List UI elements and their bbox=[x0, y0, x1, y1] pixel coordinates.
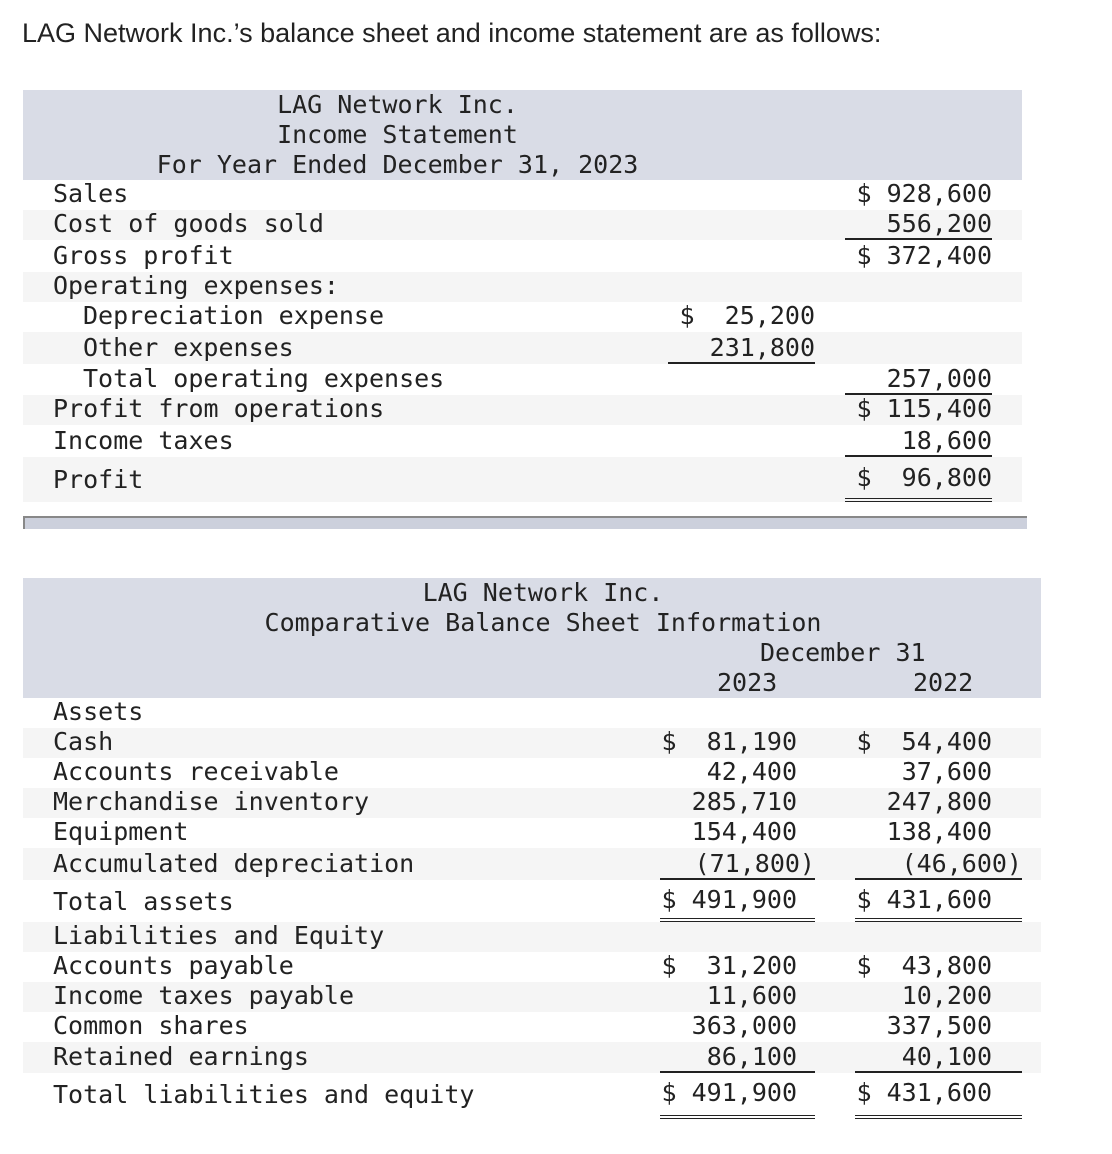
amount-2022: $ 431,600 bbox=[855, 885, 1022, 922]
date-header: December 31 bbox=[760, 638, 926, 667]
row-label: Accounts payable bbox=[53, 951, 294, 980]
balance-row bbox=[23, 922, 1041, 952]
row-label: Total liabilities and equity bbox=[53, 1080, 475, 1109]
amount-2023: 363,000 bbox=[691, 1011, 797, 1040]
row-label: Cost of goods sold bbox=[53, 209, 324, 238]
row-label: Total assets bbox=[53, 887, 234, 916]
balance-row bbox=[23, 952, 1041, 982]
amount-2022: 247,800 bbox=[886, 787, 992, 816]
row-label: Other expenses bbox=[83, 333, 294, 362]
amount-2022: 37,600 bbox=[901, 757, 992, 786]
amount-2022: 40,100 bbox=[855, 1042, 1022, 1073]
row-label: Income taxes bbox=[53, 426, 234, 455]
amount-2022: $ 431,600 bbox=[855, 1078, 1022, 1119]
income-statement bbox=[23, 90, 1022, 502]
balance-row bbox=[23, 1012, 1041, 1042]
balance-row bbox=[23, 1073, 1041, 1119]
amount-2022: $ 54,400 bbox=[856, 727, 992, 756]
right-amount: 18,600 bbox=[845, 426, 992, 457]
right-amount: $ 372,400 bbox=[856, 241, 992, 270]
income-row bbox=[23, 395, 1022, 425]
company-name: LAG Network Inc. bbox=[422, 578, 664, 607]
intro-text: LAG Network Inc.’s balance sheet and income statement are as follows: bbox=[22, 18, 882, 48]
balance-row bbox=[23, 758, 1041, 788]
income-row bbox=[23, 302, 1022, 332]
amount-2022: 10,200 bbox=[901, 981, 992, 1010]
row-label: Cash bbox=[53, 727, 114, 756]
balance-sheet bbox=[23, 578, 1041, 1119]
mid-amount: $ 25,200 bbox=[679, 301, 815, 330]
row-label: Liabilities and Equity bbox=[53, 921, 385, 950]
row-label: Accounts receivable bbox=[53, 757, 339, 786]
year-2022-header: 2022 bbox=[913, 668, 974, 697]
mid-amount: 231,800 bbox=[668, 333, 815, 364]
income-row bbox=[23, 332, 1022, 364]
amount-2023: $ 31,200 bbox=[661, 951, 797, 980]
balance-row bbox=[23, 788, 1041, 818]
year-2023-header: 2023 bbox=[717, 668, 778, 697]
income-row bbox=[23, 364, 1022, 395]
right-amount: 556,200 bbox=[845, 209, 992, 240]
amount-2023: $ 491,900 bbox=[660, 1078, 815, 1119]
amount-2023: 154,400 bbox=[691, 817, 797, 846]
balance-row bbox=[23, 698, 1041, 728]
amount-2022: (46,600) bbox=[855, 849, 1022, 880]
amount-2022: 337,500 bbox=[886, 1011, 992, 1040]
income-row bbox=[23, 272, 1022, 302]
right-amount: $ 96,800 bbox=[845, 463, 992, 502]
amount-2023: (71,800) bbox=[660, 849, 815, 880]
right-amount: 257,000 bbox=[845, 364, 992, 395]
balance-row bbox=[23, 818, 1041, 848]
amount-2023: 42,400 bbox=[706, 757, 797, 786]
amount-2023: 285,710 bbox=[691, 787, 797, 816]
row-label: Merchandise inventory bbox=[53, 787, 370, 816]
amount-2023: $ 81,190 bbox=[661, 727, 797, 756]
amount-2022: $ 43,800 bbox=[856, 951, 992, 980]
balance-sheet-header bbox=[23, 578, 1041, 698]
row-label: Gross profit bbox=[53, 241, 234, 270]
balance-row bbox=[23, 880, 1041, 922]
row-label: Retained earnings bbox=[53, 1042, 309, 1071]
balance-row bbox=[23, 1042, 1041, 1073]
company-name: LAG Network Inc. bbox=[277, 90, 518, 119]
row-label: Profit bbox=[53, 465, 144, 494]
row-label: Equipment bbox=[53, 817, 189, 846]
income-row bbox=[23, 425, 1022, 457]
balance-row bbox=[23, 982, 1041, 1012]
row-label: Common shares bbox=[53, 1011, 249, 1040]
balance-row bbox=[23, 728, 1041, 758]
scrollbar[interactable] bbox=[23, 516, 1027, 529]
row-label: Income taxes payable bbox=[53, 981, 355, 1010]
income-statement-header bbox=[23, 90, 1022, 180]
row-label: Profit from operations bbox=[53, 394, 385, 423]
statement-period: For Year Ended December 31, 2023 bbox=[156, 150, 639, 179]
statement-title: Comparative Balance Sheet Information bbox=[264, 608, 822, 637]
row-label: Accumulated depreciation bbox=[53, 849, 415, 878]
income-row bbox=[23, 210, 1022, 240]
amount-2022: 138,400 bbox=[886, 817, 992, 846]
income-row bbox=[23, 457, 1022, 502]
balance-row bbox=[23, 848, 1041, 880]
right-amount: $ 115,400 bbox=[856, 394, 992, 423]
statement-title: Income Statement bbox=[277, 120, 518, 149]
amount-2023: 11,600 bbox=[706, 981, 797, 1010]
row-label: Sales bbox=[53, 179, 129, 208]
row-label: Operating expenses: bbox=[53, 271, 339, 300]
row-label: Depreciation expense bbox=[83, 301, 385, 330]
amount-2023: 86,100 bbox=[660, 1042, 815, 1073]
row-label: Total operating expenses bbox=[83, 364, 445, 393]
right-amount: $ 928,600 bbox=[856, 179, 992, 208]
income-row bbox=[23, 240, 1022, 272]
row-label: Assets bbox=[53, 697, 144, 726]
income-row bbox=[23, 180, 1022, 210]
amount-2023: $ 491,900 bbox=[660, 885, 815, 922]
